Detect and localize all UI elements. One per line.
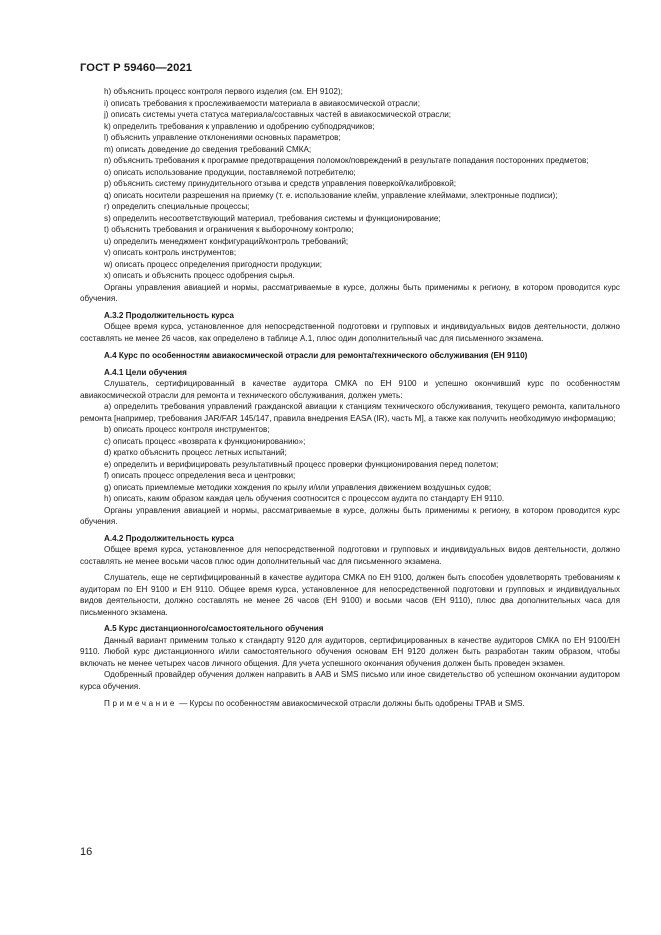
document-header: ГОСТ Р 59460—2021 bbox=[80, 62, 193, 74]
section-heading-a4: А.4 Курс по особенностям авиакосмической отрасли для ремонта/технического обслуживания (ЕН 9110) bbox=[104, 351, 528, 360]
list-item-i: i) описать требования к прослеживаемости материала в авиакосмической отрасли; bbox=[104, 98, 420, 108]
list-item-v: v) описать контроль инструментов; bbox=[104, 248, 237, 257]
document-body bbox=[80, 86, 620, 710]
list-item-h2: h) описать, каким образом каждая цель обучения соотносится с процессом аудита по стандарту ЕН 9110. bbox=[104, 494, 505, 503]
list-item-a: а) определить требования управлений гражданской авиации к станциям технического обслуживания, текущего ремонта, капитального ремонта [например, требования JAR/FAR 145/147, правила внедрения EASA (IR), часть М], а также как получить необходимую информацию; bbox=[80, 402, 620, 423]
list-item-x: х) описать и объяснить процесс одобрения сырья. bbox=[104, 271, 295, 280]
list-item-p: р) объяснить систему принудительного отзыва и средств управления поверкой/калибровкой; bbox=[104, 179, 457, 188]
list-item-t: t) объяснить требования и ограничения к выборочному контролю; bbox=[104, 225, 354, 234]
list-item-s: s) определить несоответствующий материал, требования системы и функционирование; bbox=[104, 213, 441, 223]
list-item-f: f) описать процесс определения веса и центровки; bbox=[104, 471, 296, 480]
paragraph-uncertified-a42: Слушатель, еще не сертифицированный в качестве аудитора СМКА по ЕН 9100, должен быть способен удовлетворять требованиям к аудиторам по ЕН 9100 и ЕН 9110. Общее время курса, установленное для непосредственной подготовки и групповых и индивидуальных видов деятельности, должно составлять не менее 26 часов (ЕН 9100) и восьми часов (ЕН 9110), плюс два дополнительных часа для письменного экзамена. bbox=[80, 573, 620, 617]
paragraph-intro-a41: Слушатель, сертифицированный в качестве аудитора СМКА по ЕН 9100 и успешно окончивший курс по особенностям авиакосмической отрасли для ремонта и технического обслуживания, должен уметь: bbox=[80, 379, 620, 400]
note-text: — Курсы по особенностям авиакосмической отрасли должны быть одобрены TPAB и SMS. bbox=[177, 699, 525, 708]
page-number: 16 bbox=[80, 846, 93, 858]
list-item-q: q) описать носители разрешения на приемку (т. е. использование клейм, управление клеймами, электронные подписи); bbox=[104, 190, 558, 200]
list-item-j: j) описать системы учета статуса материала/составных частей в авиакосмической отрасли; bbox=[104, 110, 452, 119]
list-item-m: m) описать доведение до сведения требований СМКА; bbox=[104, 144, 312, 154]
note-label: Примечание bbox=[104, 699, 178, 708]
list-item-l: l) объяснить управление отклонениями основных параметров; bbox=[104, 133, 341, 142]
list-item-r: r) определить специальные процессы; bbox=[104, 202, 250, 211]
list-a32 bbox=[80, 86, 620, 282]
list-item-o: о) описать использование продукции, поставляемой потребителю; bbox=[104, 167, 356, 177]
list-item-k: k) определить требования к управлению и одобрению субподрядчиков; bbox=[104, 121, 375, 131]
paragraph-provider-a5: Одобренный провайдер обучения должен направить в ААВ и SMS письмо или иное свидетельство об успешном окончании аудитором курса обучения. bbox=[80, 670, 620, 691]
section-heading-a32: А.3.2 Продолжительность курса bbox=[104, 310, 234, 320]
list-item-n: n) объяснить требования к программе предотвращения поломок/повреждений в результате попадания посторонних предметов; bbox=[104, 156, 589, 165]
section-heading-a41: А.4.1 Цели обучения bbox=[104, 367, 187, 377]
list-item-h: h) объяснить процесс контроля первого изделия (см. ЕН 9102); bbox=[104, 87, 343, 96]
paragraph-duration-a32: Общее время курса, установленное для непосредственной подготовки и групповых и индивидуальных видов деятельности, должно составлять не менее 26 часов, как определено в таблице А.1, плюс один дополнительный час для письменного экзамена. bbox=[80, 322, 620, 343]
section-heading-a5: А.5 Курс дистанционного/самостоятельного обучения bbox=[104, 624, 324, 633]
paragraph-region-a32: Органы управления авиацией и нормы, рассматриваемые в курсе, должны быть применимы к региону, в котором проводится курс обучения. bbox=[80, 282, 620, 303]
paragraph-region-a41: Органы управления авиацией и нормы, рассматриваемые в курсе, должны быть применимы к региону, в котором проводится курс обучения. bbox=[80, 505, 620, 526]
list-item-d: d) кратко объяснить процесс летных испытаний; bbox=[104, 448, 287, 457]
list-item-c: с) описать процесс «возврата к функционированию»; bbox=[104, 436, 306, 446]
list-item-w: w) описать процесс определения пригодности продукции; bbox=[104, 259, 323, 269]
paragraph-variant-a5: Данный вариант применим только к стандарту 9120 для аудиторов, сертифицированных в качестве аудиторов СМКА по ЕН 9100/ЕН 9110. Любой курс дистанционного и/или самостоятельного обучения основам ЕН 9120 должен быть разработан таким образом, чтобы включать не менее четырех часов личного общения. Для учета успешного окончания обучения должен быть проведен экзамен. bbox=[80, 635, 620, 668]
list-item-e: е) определить и верифицировать результативный процесс проверки функционирования перед полетом; bbox=[104, 459, 499, 469]
list-a41 bbox=[80, 401, 620, 505]
section-heading-a42: А.4.2 Продолжительность курса bbox=[104, 533, 234, 543]
paragraph-duration-a42: Общее время курса, установленное для непосредственной подготовки и групповых и индивидуальных видов деятельности, должно составлять не менее восьми часов плюс один дополнительный час для письменного экзамена. bbox=[80, 545, 620, 566]
note bbox=[80, 698, 620, 710]
list-item-b: b) описать процесс контроля инструментов; bbox=[104, 425, 270, 434]
list-item-u: u) определить менеджмент конфигураций/контроль требований; bbox=[104, 236, 349, 246]
list-item-g: g) описать приемлемые методики хождения по крылу и/или управления движением воздушных судов; bbox=[104, 482, 492, 492]
